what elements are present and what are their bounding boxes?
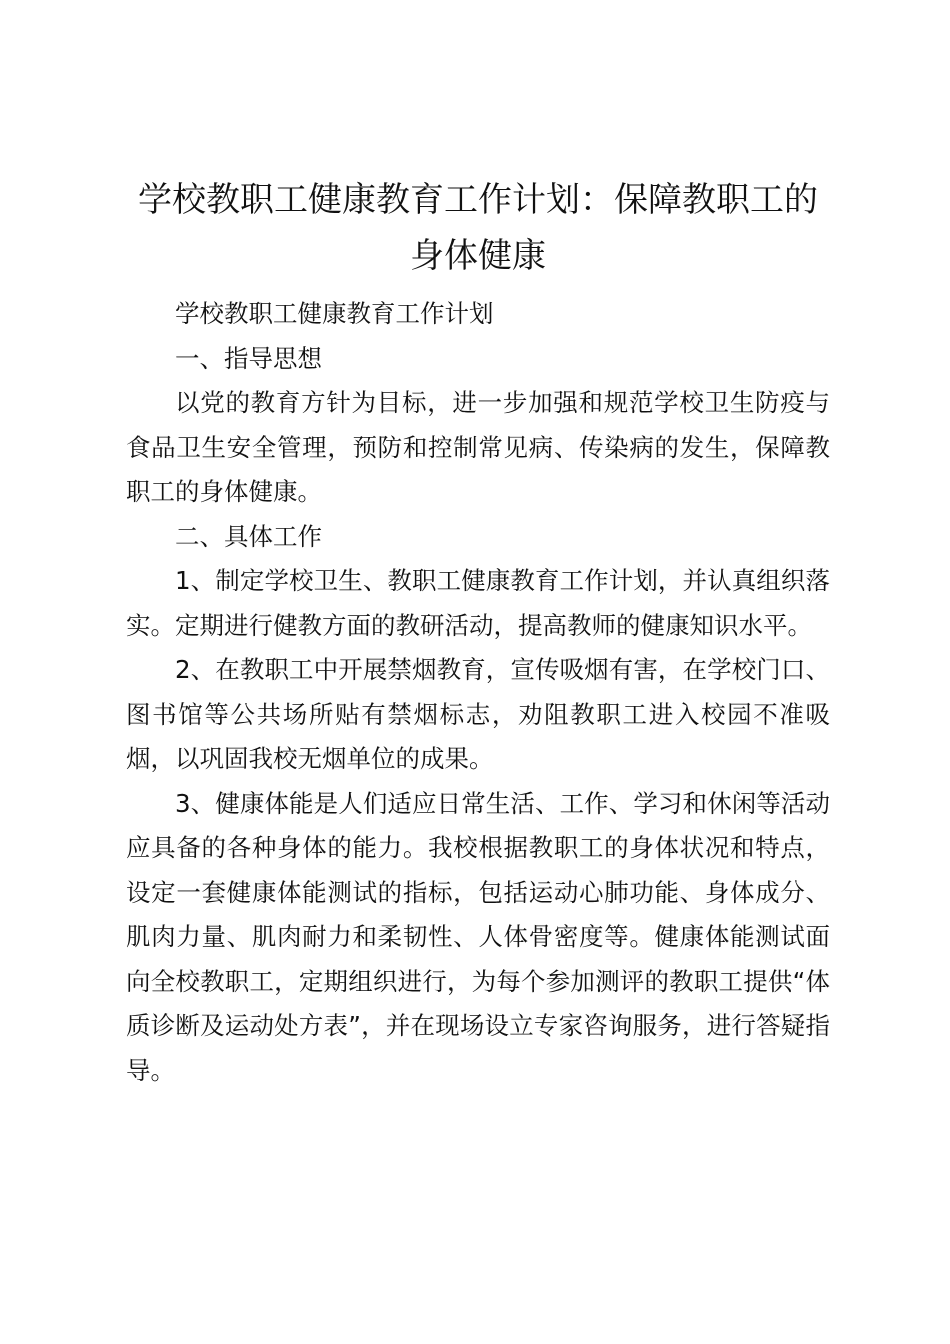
- document-subtitle: 学校教职工健康教育工作计划: [175, 299, 494, 328]
- section-heading-specific-work: 二、具体工作: [175, 521, 322, 551]
- section-heading-guiding-thought: 一、指导思想: [175, 343, 322, 373]
- work-item-3: 3、健康体能是人们适应日常生活、工作、学习和休闲等活动应具备的各种身体的能力。我校根据教职工的身体状况和特点，设定一套健康体能测试的指标，包括运动心肺功能、身体成分、肌肉力量、肌肉耐力和柔韧性、人体骨密度等。健康体能测试面向全校教职工，定期组织进行，为每个参加测评的教职工提供“体质诊断及运动处方表”，并在现场设立专家咨询服务，进行答疑指导。: [126, 788, 830, 1085]
- work-item-1: 1、制定学校卫生、教职工健康教育工作计划，并认真组织落实。定期进行健教方面的教研活动，提高教师的健康知识水平。: [126, 566, 830, 640]
- document-title: 学校教职工健康教育工作计划：保障教职工的身体健康: [138, 180, 818, 276]
- guiding-thought-paragraph: 以党的教育方针为目标，进一步加强和规范学校卫生防疫与食品卫生安全管理，预防和控制常见病、传染病的发生，保障教职工的身体健康。: [126, 388, 830, 506]
- work-item-2: 2、在教职工中开展禁烟教育，宣传吸烟有害，在学校门口、图书馆等公共场所贴有禁烟标志，劝阻教职工进入校园不准吸烟，以巩固我校无烟单位的成果。: [126, 655, 830, 773]
